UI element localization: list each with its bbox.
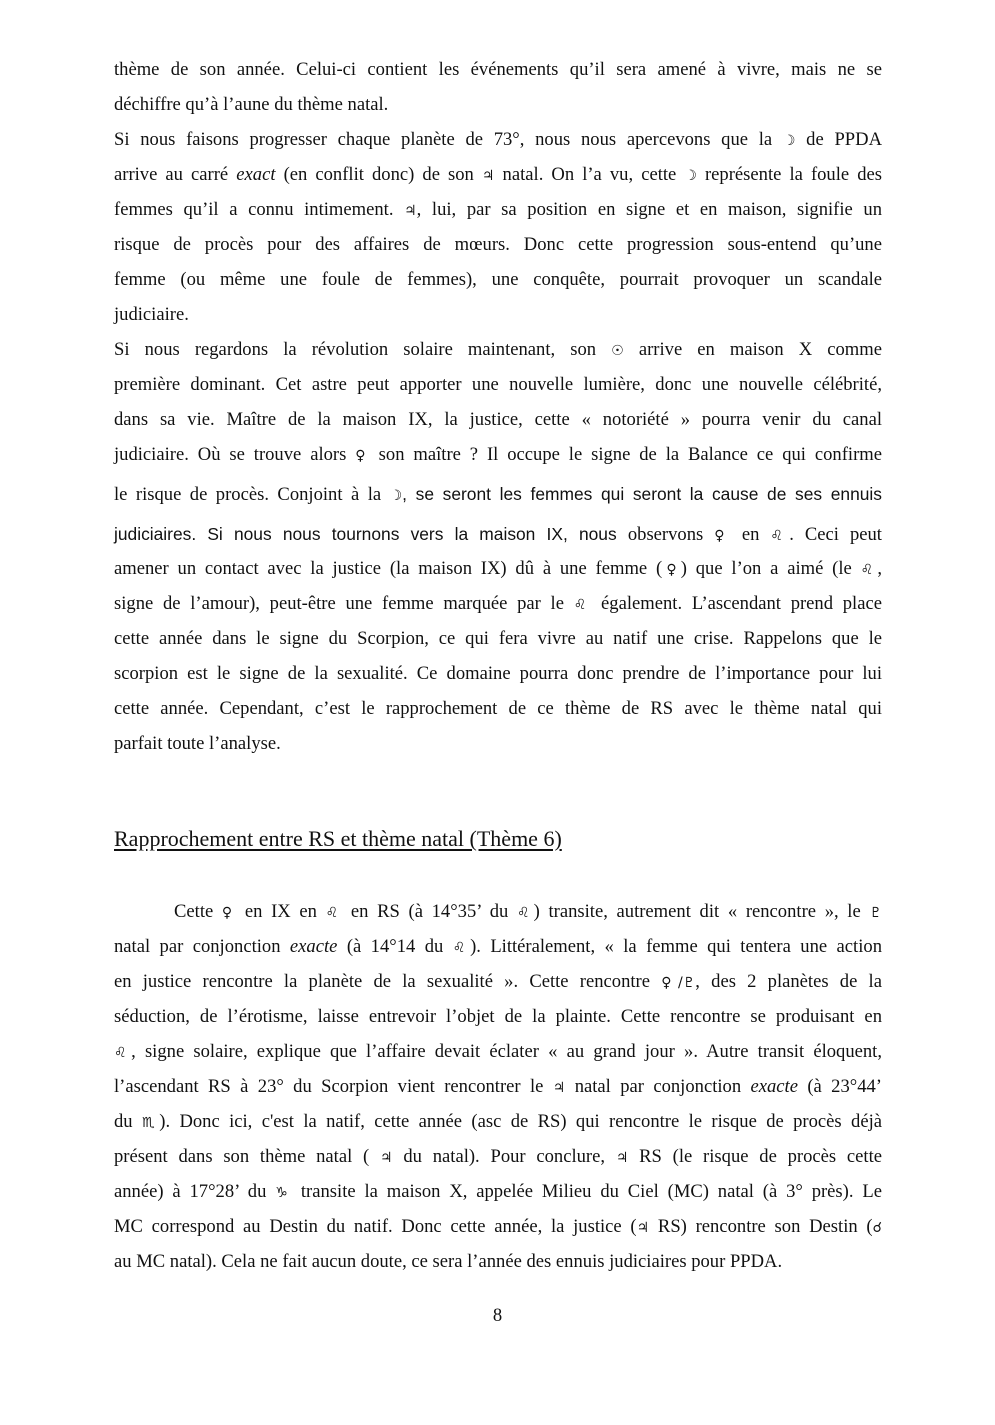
text-span: , se seront les femmes qui seront la cause de ses ennuis (402, 484, 882, 504)
text-span: natal par conjonction (114, 936, 290, 957)
text-span: (à 14°14 du (337, 936, 453, 957)
leo-icon: ♌ (517, 905, 534, 921)
text-span: , des 2 planètes de la (695, 971, 882, 992)
text-span: judiciaire. Où se trouve alors (114, 444, 356, 465)
text-span: ). Littéralement, « la femme qui tentera une action (470, 936, 882, 957)
jupiter-icon: ♃ (380, 1150, 393, 1166)
emphasis-text: exacte (750, 1076, 798, 1097)
leo-icon: ♌ (573, 597, 592, 613)
text-span: , signe solaire, explique que l’affaire devait éclater « au grand jour ». Autre transit éloquent, (131, 1041, 882, 1062)
text-span: du (114, 1111, 142, 1132)
text-line (114, 1215, 882, 1239)
text-span: RS) rencontre son Destin ( (649, 1216, 873, 1237)
leo-icon: ♌ (114, 1045, 132, 1061)
text-line (114, 522, 882, 546)
jupiter-icon: ♃ (615, 1150, 629, 1166)
conjunction-icon: ☌ (872, 1220, 882, 1236)
text-line: parfait toute l’analyse. (114, 733, 281, 754)
text-line (114, 557, 882, 581)
text-span: RS (le risque de procès cette (628, 1146, 882, 1167)
text-span: , (877, 558, 882, 579)
text-span: ). Donc ici, c'est la natif, cette année (asc de RS) qui rencontre le risque de procès déjà (159, 1111, 882, 1132)
text-span: représente la foule des (696, 164, 882, 185)
text-span: ) transite, autrement dit « rencontre », le (533, 901, 870, 922)
text-line: thème de son année. Celui-ci contient les événements qu’il sera amené à vivre, mais ne se (114, 59, 882, 80)
text-span: de PPDA (795, 129, 882, 150)
text-span: natal. On l’a vu, cette (494, 164, 685, 185)
text-span: natal par conjonction (565, 1076, 751, 1097)
text-span: du natal). Pour conclure, (392, 1146, 616, 1167)
text-line (114, 482, 882, 506)
text-span: signe de l’amour), peut-être une femme marquée par le (114, 593, 574, 614)
jupiter-icon: ♃ (481, 168, 495, 184)
leo-icon: ♌ (770, 528, 790, 544)
text-span: . Ceci peut (789, 524, 882, 545)
text-line: dans sa vie. Maître de la maison IX, la justice, cette « notoriété » pourra venir du canal (114, 409, 882, 430)
text-line (114, 970, 882, 994)
moon-icon: ☽ (684, 168, 697, 184)
text-line (114, 163, 882, 187)
venus-icon: ♀ (221, 905, 237, 921)
text-line: séduction, de l’érotisme, laisse entrevoir l’objet de la plainte. Cette rencontre se produisant en (114, 1006, 882, 1027)
moon-icon: ☽ (782, 133, 796, 149)
text-span: Si nous faisons progresser chaque planète de 73°, nous nous apercevons que la (114, 129, 783, 150)
text-line (114, 1145, 882, 1169)
moon-icon: ☽ (389, 488, 403, 504)
text-span: transite la maison X, appelée Milieu du Ciel (MC) natal (à 3° près). Le (292, 1181, 882, 1202)
text-span: femmes qu’il a connu intimement. (114, 199, 405, 220)
text-line (114, 1040, 882, 1064)
text-span: arrive au carré (114, 164, 237, 185)
venus-pluto-icon: ♀/♇ (661, 975, 696, 991)
text-line: déchiffre qu’à l’aune du thème natal. (114, 94, 389, 115)
text-span: ) que l’on a aimé (le (680, 558, 861, 579)
jupiter-icon: ♃ (404, 203, 417, 219)
text-span: arrive en maison X comme (623, 339, 882, 360)
text-line: cette année. Cependant, c’est le rapprochement de ce thème de RS avec le thème natal qui (114, 698, 882, 719)
text-span: en (730, 524, 771, 545)
text-line (114, 1075, 882, 1099)
leo-icon: ♌ (860, 562, 878, 578)
text-line (114, 900, 882, 924)
text-line (114, 592, 882, 616)
emphasis-text: exacte (289, 936, 338, 957)
text-line: au MC natal). Cela ne fait aucun doute, ce sera l’année des ennuis judiciaires pour PPDA. (114, 1251, 783, 1272)
text-span: MC correspond au Destin du natif. Donc cette année, la justice ( (114, 1216, 637, 1237)
text-line: judiciaire. (114, 304, 189, 325)
jupiter-icon: ♃ (636, 1220, 650, 1236)
scorpio-icon: ♏ (141, 1115, 160, 1131)
text-span: en IX en (236, 901, 326, 922)
venus-icon: ♀ (662, 562, 681, 578)
text-line (114, 128, 882, 152)
text-span: amener un contact avec la justice (la maison IX) dû à une femme ( (114, 558, 663, 579)
sun-icon: ☉ (611, 343, 624, 359)
text-span: en RS (à 14°35’ du (342, 901, 518, 922)
text-span: l’ascendant RS à 23° du Scorpion vient rencontrer le (114, 1076, 553, 1097)
venus-icon: ♀ (355, 448, 370, 464)
text-line: femme (ou même une foule de femmes), une conquête, pourrait provoquer un scandale (114, 269, 882, 290)
text-line: scorpion est le signe de la sexualité. Ce domaine pourra donc prendre de l’importance pour lui (114, 663, 882, 684)
emphasis-text: exact (236, 164, 276, 185)
text-span: le risque de procès. Conjoint à la (114, 484, 390, 505)
text-line (114, 935, 882, 959)
text-span: judiciaires. Si nous nous tournons vers la maison IX, nous (114, 524, 628, 544)
text-span: Si nous regardons la révolution solaire maintenant, son (114, 339, 612, 360)
text-span: Cette (174, 901, 222, 922)
text-span: présent dans son thème natal ( (114, 1146, 381, 1167)
text-span: observons (627, 524, 715, 545)
text-span: également. L’ascendant prend place (591, 593, 882, 614)
pluto-icon: ♇ (869, 905, 882, 921)
text-line: première dominant. Cet astre peut apporter une nouvelle lumière, donc une nouvelle célébrité, (114, 374, 882, 395)
text-line (114, 443, 882, 467)
text-span: , lui, par sa position en signe et en maison, signifie un (416, 199, 883, 220)
text-span: en justice rencontre la planète de la sexualité ». Cette rencontre (114, 971, 662, 992)
leo-icon: ♌ (452, 940, 471, 956)
capricorn-icon: ♑ (275, 1185, 293, 1201)
jupiter-icon: ♃ (552, 1080, 566, 1096)
text-span: (en conflit donc) de son (275, 164, 482, 185)
text-line: cette année dans le signe du Scorpion, ce qui fera vivre au natif une crise. Rappelons que le (114, 628, 882, 649)
text-line: risque de procès pour des affaires de mœurs. Donc cette progression sous-entend qu’une (114, 234, 882, 255)
text-span: (à 23°44’ (797, 1076, 882, 1097)
text-line (114, 338, 882, 362)
text-span: son maître ? Il occupe le signe de la Balance ce qui confirme (369, 444, 882, 465)
text-span: année) à 17°28’ du (114, 1181, 276, 1202)
leo-icon: ♌ (325, 905, 343, 921)
section-heading: Rapprochement entre RS et thème natal (Thème 6) (114, 826, 562, 851)
text-line (114, 1110, 882, 1134)
text-line (114, 1180, 882, 1204)
venus-icon: ♀ (714, 528, 731, 544)
text-line (114, 198, 882, 222)
page-number: 8 (492, 1305, 503, 1326)
